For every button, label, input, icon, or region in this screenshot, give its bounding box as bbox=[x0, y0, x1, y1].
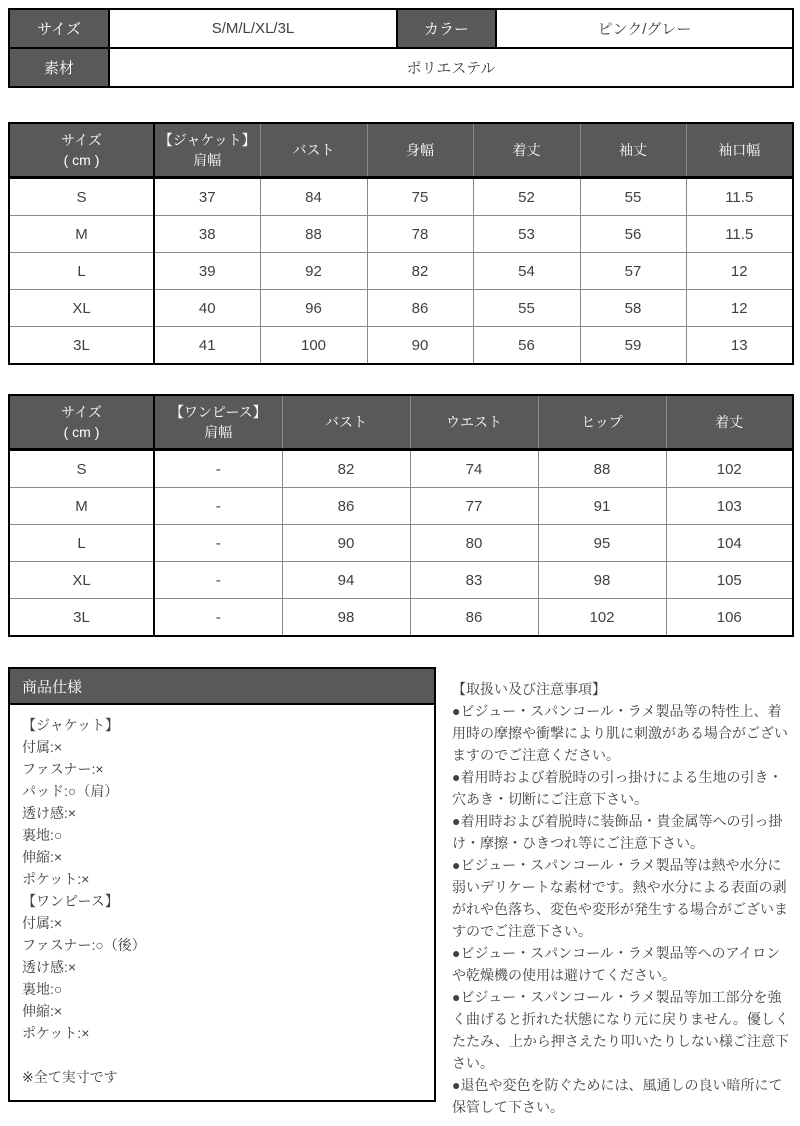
jacket-value-cell: 41 bbox=[154, 327, 260, 365]
jacket-value-cell: 56 bbox=[580, 216, 686, 253]
onepiece-header-hip: ヒップ bbox=[538, 395, 666, 450]
jacket-header-shoulder-line2: 肩幅 bbox=[193, 152, 222, 168]
jacket-header-size-line1: サイズ bbox=[61, 132, 102, 148]
onepiece-value-cell: 102 bbox=[538, 599, 666, 637]
jacket-size-cell: XL bbox=[9, 290, 154, 327]
jacket-value-cell: 59 bbox=[580, 327, 686, 365]
onepiece-value-cell: 83 bbox=[410, 562, 538, 599]
table-row bbox=[9, 327, 793, 365]
onepiece-value-cell: 105 bbox=[666, 562, 793, 599]
spec-line: 裏地:○ bbox=[22, 827, 63, 843]
onepiece-value-cell: 77 bbox=[410, 488, 538, 525]
jacket-value-cell: 13 bbox=[686, 327, 793, 365]
onepiece-value-cell: 103 bbox=[666, 488, 793, 525]
jacket-value-cell: 39 bbox=[154, 253, 260, 290]
note-item: ●着用時および着脱時に装飾品・貴金属等への引っ掛け・摩擦・ひきつれ等にご注意下さい。 bbox=[452, 813, 783, 851]
onepiece-size-cell: 3L bbox=[9, 599, 154, 637]
onepiece-header-shoulder-line1: 【ワンピース】 bbox=[169, 404, 267, 420]
jacket-value-cell: 78 bbox=[367, 216, 473, 253]
onepiece-header-row bbox=[9, 395, 793, 450]
note-item: ●ビジュー・スパンコール・ラメ製品等の特性上、着用時の摩擦や衝撃により肌に刺激がある場合がございますのでご注意ください。 bbox=[452, 703, 788, 763]
table-row bbox=[9, 525, 793, 562]
product-info-table bbox=[8, 8, 794, 88]
onepiece-header-waist: ウエスト bbox=[410, 395, 538, 450]
spec-line: 裏地:○ bbox=[22, 981, 63, 997]
onepiece-value-cell: 74 bbox=[410, 450, 538, 488]
jacket-value-cell: 82 bbox=[367, 253, 473, 290]
spec-line: 付属:× bbox=[22, 915, 63, 931]
info-row-size-color bbox=[9, 9, 793, 48]
jacket-size-cell: S bbox=[9, 178, 154, 216]
onepiece-header-size-line1: サイズ bbox=[61, 404, 102, 420]
onepiece-header-shoulder-line2: 肩幅 bbox=[204, 424, 233, 440]
spec-line: 透け感:× bbox=[22, 805, 77, 821]
onepiece-value-cell: 86 bbox=[410, 599, 538, 637]
spec-line: ポケット:× bbox=[22, 1025, 90, 1041]
table-row bbox=[9, 450, 793, 488]
onepiece-header-bust: バスト bbox=[282, 395, 410, 450]
jacket-value-cell: 54 bbox=[473, 253, 580, 290]
onepiece-value-cell: - bbox=[154, 562, 282, 599]
onepiece-size-cell: XL bbox=[9, 562, 154, 599]
onepiece-value-cell: 86 bbox=[282, 488, 410, 525]
spec-line: ポケット:× bbox=[22, 871, 90, 887]
onepiece-value-cell: 94 bbox=[282, 562, 410, 599]
jacket-value-cell: 100 bbox=[260, 327, 367, 365]
jacket-value-cell: 90 bbox=[367, 327, 473, 365]
note-item: ●ビジュー・スパンコール・ラメ製品等は熱や水分に弱いデリケートな素材です。熱や水分による表面の剥がれや色落ち、変色や変形が発生する場合がございますのでご注意下さい。 bbox=[452, 857, 788, 939]
spec-panel bbox=[8, 667, 436, 1102]
jacket-value-cell: 96 bbox=[260, 290, 367, 327]
color-label-cell: カラー bbox=[397, 9, 496, 48]
onepiece-value-cell: - bbox=[154, 525, 282, 562]
jacket-value-cell: 56 bbox=[473, 327, 580, 365]
jacket-header-sleeve: 袖丈 bbox=[580, 123, 686, 178]
spec-line: 伸縮:× bbox=[22, 849, 63, 865]
onepiece-value-cell: 88 bbox=[538, 450, 666, 488]
size-label-cell: サイズ bbox=[9, 9, 109, 48]
spec-line: 透け感:× bbox=[22, 959, 77, 975]
spec-line: 【ジャケット】 bbox=[22, 717, 120, 733]
table-row bbox=[9, 488, 793, 525]
onepiece-value-cell: 104 bbox=[666, 525, 793, 562]
jacket-header-size-line2: ( cm ) bbox=[63, 152, 100, 168]
onepiece-value-cell: 102 bbox=[666, 450, 793, 488]
info-row-material bbox=[9, 48, 793, 87]
onepiece-size-cell: M bbox=[9, 488, 154, 525]
jacket-value-cell: 11.5 bbox=[686, 216, 793, 253]
jacket-value-cell: 55 bbox=[580, 178, 686, 216]
table-row bbox=[9, 178, 793, 216]
note-item: ●着用時および着脱時の引っ掛けによる生地の引き・穴あき・切断にご注意下さい。 bbox=[452, 769, 783, 807]
onepiece-header-shoulder bbox=[154, 395, 282, 450]
color-value-cell: ピンク/グレー bbox=[496, 9, 793, 48]
jacket-header-shoulder-line1: 【ジャケット】 bbox=[158, 132, 256, 148]
onepiece-value-cell: 91 bbox=[538, 488, 666, 525]
jacket-value-cell: 52 bbox=[473, 178, 580, 216]
onepiece-value-cell: 98 bbox=[282, 599, 410, 637]
spec-panel-body bbox=[10, 705, 434, 1100]
jacket-size-cell: M bbox=[9, 216, 154, 253]
jacket-header-cuff: 袖口幅 bbox=[686, 123, 793, 178]
notes-panel bbox=[452, 667, 790, 1118]
jacket-header-length: 着丈 bbox=[473, 123, 580, 178]
spec-line-note: ※全て実寸です bbox=[22, 1069, 118, 1085]
material-label-cell: 素材 bbox=[9, 48, 109, 87]
onepiece-size-cell: S bbox=[9, 450, 154, 488]
jacket-header-bust: バスト bbox=[260, 123, 367, 178]
spec-line: 付属:× bbox=[22, 739, 63, 755]
jacket-value-cell: 58 bbox=[580, 290, 686, 327]
table-row bbox=[9, 562, 793, 599]
jacket-header-size bbox=[9, 123, 154, 178]
material-value-cell: ポリエステル bbox=[109, 48, 793, 87]
jacket-value-cell: 11.5 bbox=[686, 178, 793, 216]
jacket-header-row bbox=[9, 123, 793, 178]
spec-line: パッド:○（肩） bbox=[22, 783, 119, 799]
onepiece-value-cell: 82 bbox=[282, 450, 410, 488]
table-row bbox=[9, 253, 793, 290]
jacket-value-cell: 12 bbox=[686, 253, 793, 290]
onepiece-value-cell: - bbox=[154, 488, 282, 525]
onepiece-value-cell: 80 bbox=[410, 525, 538, 562]
spec-line: 【ワンピース】 bbox=[22, 893, 119, 909]
jacket-value-cell: 40 bbox=[154, 290, 260, 327]
notes-panel-title: 【取扱い及び注意事項】 bbox=[452, 681, 606, 697]
onepiece-value-cell: - bbox=[154, 599, 282, 637]
jacket-value-cell: 86 bbox=[367, 290, 473, 327]
jacket-value-cell: 12 bbox=[686, 290, 793, 327]
jacket-size-table bbox=[8, 122, 794, 365]
onepiece-header-length: 着丈 bbox=[666, 395, 793, 450]
jacket-value-cell: 75 bbox=[367, 178, 473, 216]
note-item: ●ビジュー・スパンコール・ラメ製品等加工部分を強く曲げると折れた状態になり元に戻りません。優しくたたみ、上から押さえたり叩いたりしない様ご注意下さい。 bbox=[452, 989, 789, 1071]
spec-panel-title: 商品仕様 bbox=[10, 669, 434, 705]
jacket-size-cell: L bbox=[9, 253, 154, 290]
spec-line-spacer bbox=[22, 1044, 422, 1066]
jacket-header-shoulder bbox=[154, 123, 260, 178]
onepiece-header-size-line2: ( cm ) bbox=[63, 424, 100, 440]
onepiece-header-size bbox=[9, 395, 154, 450]
table-row bbox=[9, 290, 793, 327]
onepiece-value-cell: 95 bbox=[538, 525, 666, 562]
onepiece-value-cell: 106 bbox=[666, 599, 793, 637]
onepiece-size-table bbox=[8, 394, 794, 637]
onepiece-value-cell: 90 bbox=[282, 525, 410, 562]
size-value-cell: S/M/L/XL/3L bbox=[109, 9, 397, 48]
onepiece-value-cell: 98 bbox=[538, 562, 666, 599]
note-item: ●ビジュー・スパンコール・ラメ製品等へのアイロンや乾燥機の使用は避けてください。 bbox=[452, 945, 781, 983]
spec-line: ファスナー:○（後） bbox=[22, 937, 146, 953]
table-row bbox=[9, 216, 793, 253]
bottom-section bbox=[8, 667, 792, 1118]
spec-line: ファスナー:× bbox=[22, 761, 104, 777]
jacket-value-cell: 92 bbox=[260, 253, 367, 290]
jacket-value-cell: 55 bbox=[473, 290, 580, 327]
table-row bbox=[9, 599, 793, 637]
jacket-header-width: 身幅 bbox=[367, 123, 473, 178]
jacket-value-cell: 84 bbox=[260, 178, 367, 216]
jacket-value-cell: 53 bbox=[473, 216, 580, 253]
jacket-value-cell: 88 bbox=[260, 216, 367, 253]
note-item: ●退色や変色を防ぐためには、風通しの良い暗所にて保管して下さい。 bbox=[452, 1077, 783, 1115]
jacket-value-cell: 57 bbox=[580, 253, 686, 290]
onepiece-size-cell: L bbox=[9, 525, 154, 562]
spec-line: 伸縮:× bbox=[22, 1003, 63, 1019]
onepiece-value-cell: - bbox=[154, 450, 282, 488]
jacket-value-cell: 37 bbox=[154, 178, 260, 216]
jacket-value-cell: 38 bbox=[154, 216, 260, 253]
jacket-size-cell: 3L bbox=[9, 327, 154, 365]
